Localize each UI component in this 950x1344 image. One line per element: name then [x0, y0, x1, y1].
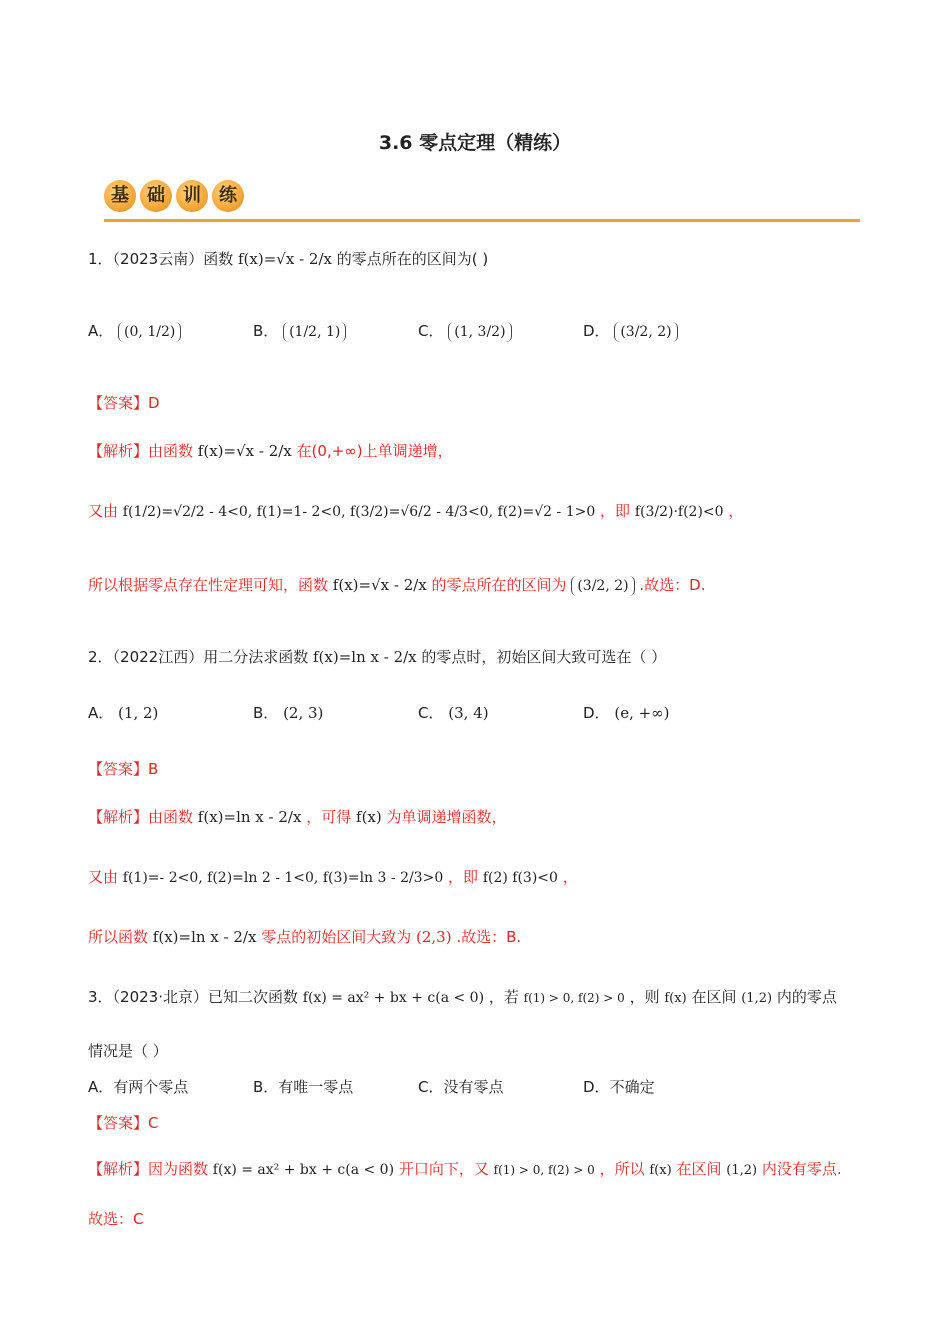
q1-option-c-interval: (1, 3/2): [448, 322, 511, 342]
q2-option-a[interactable]: A． (1, 2): [88, 704, 159, 722]
section-tag-1: 基: [104, 180, 136, 212]
q1-option-a[interactable]: A． (0, 1/2): [88, 320, 181, 342]
section-tag-4: 练: [212, 180, 244, 212]
q2-analysis-line-3: 所以函数 f(x)=ln x - 2/x 零点的初始区间大致为 (2,3) .故选：B.: [88, 928, 522, 946]
q2-answer: 【答案】B: [88, 760, 159, 778]
q2-analysis-product: f(2) f(3)<0: [482, 870, 558, 886]
q3-analysis-line-1: 【解析】因为函数 f(x) = ax² + bx + c(a < 0) 开口向下，又 f(1) > 0, f(2) > 0 ，所以 f(x) 在区间 (1,2) 内没有零点.: [88, 1160, 842, 1178]
q1-function: f(x)=√x - 2/x: [238, 250, 332, 268]
q1-option-d[interactable]: D． (3/2, 2): [583, 320, 678, 342]
q1-option-a-interval: (0, 1/2): [118, 322, 181, 342]
q1-option-c[interactable]: C． (1, 3/2): [418, 320, 512, 342]
q3-function: f(x) = ax² + bx + c(a < 0): [302, 990, 485, 1006]
q2-analysis-function-2: f(x)=ln x - 2/x: [152, 928, 257, 946]
q3-stem-line-2: 情况是（ ）: [88, 1042, 168, 1060]
q3-stem-line: 3．（2023·北京）已知二次函数 f(x) = ax² + bx + c(a < 0) ，若 f(1) > 0, f(2) > 0 ，则 f(x) 在区间 (1,2) 内的零点: [88, 988, 837, 1006]
q3-analysis-fx: f(x): [649, 1163, 672, 1178]
q2-option-b[interactable]: B． (2, 3): [253, 704, 324, 722]
q1-stem: 1．（2023云南）函数: [88, 250, 234, 268]
q3-answer: 【答案】C: [88, 1114, 159, 1132]
q3-analysis-condition: f(1) > 0, f(2) > 0: [493, 1163, 595, 1177]
q1-answer: 【答案】D: [88, 394, 160, 412]
q1-analysis-line-3: 所以根据零点存在性定理可知，函数 f(x)=√x - 2/x 的零点所在的区间为 (3/2, 2) .故选：D.: [88, 576, 706, 594]
q3-option-c[interactable]: C．没有零点: [418, 1078, 504, 1096]
q1-analysis-interval: (3/2, 2): [571, 576, 634, 596]
q1-analysis-line-2: 又由 f(1/2)=√2/2 - 4<0, f(1)=1- 2<0, f(3/2)=√6/2 - 4/3<0, f(2)=√2 - 1>0 ，即 f(3/2)·f(2)<0 ，: [88, 502, 744, 520]
q2-function: f(x)=ln x - 2/x: [313, 648, 417, 666]
q1-analysis-line-1: 【解析】由函数 f(x)=√x - 2/x 在(0,+∞)上单调递增，: [88, 442, 453, 460]
q1-option-d-interval: (3/2, 2): [614, 322, 677, 342]
q3-analysis-function: f(x) = ax² + bx + c(a < 0): [212, 1162, 395, 1178]
q2-option-d-interval: (e, +∞): [614, 704, 670, 722]
q2-option-c-interval: (3, 4): [448, 704, 489, 722]
q3-option-b[interactable]: B．有唯一零点: [253, 1078, 354, 1096]
q2-option-d[interactable]: D． (e, +∞): [583, 704, 670, 722]
q3-interval: (1,2): [741, 991, 773, 1006]
q3-condition: f(1) > 0, f(2) > 0: [523, 991, 625, 1005]
q1-stem-tail: 的零点所在的区间为( ): [336, 250, 489, 268]
section-divider: [104, 219, 860, 222]
q3-analysis-interval: (1,2): [726, 1163, 758, 1178]
q1-option-b[interactable]: B． (1/2, 1): [253, 320, 346, 342]
q2-analysis-function: f(x)=ln x - 2/x: [197, 808, 302, 826]
q3-stem: 3．（2023·北京）已知二次函数: [88, 988, 298, 1006]
q1-analysis-product: f(3/2)·f(2)<0: [634, 504, 724, 520]
q3-conclusion: 故选：C: [88, 1210, 144, 1228]
q3-option-d[interactable]: D．不确定: [583, 1078, 655, 1096]
section-banner: [104, 180, 248, 212]
q1-analysis-function: f(x)=√x - 2/x: [197, 442, 292, 460]
section-tag-2: 础: [140, 180, 172, 212]
q2-option-c[interactable]: C． (3, 4): [418, 704, 489, 722]
q2-stem-tail: 的零点时，初始区间大致可选在（ ）: [421, 648, 667, 666]
q2-analysis-fx: f(x): [356, 808, 382, 826]
page-title: 3.6 零点定理（精练）: [378, 132, 572, 154]
q1-analysis-values: f(1/2)=√2/2 - 4<0, f(1)=1- 2<0, f(3/2)=√6/2 - 4/3<0, f(2)=√2 - 1>0: [122, 504, 596, 520]
q2-analysis-interval: (2,3): [416, 928, 452, 946]
q2-option-b-interval: (2, 3): [283, 704, 324, 722]
q1-analysis-function-2: f(x)=√x - 2/x: [332, 576, 427, 594]
section-tag-3: 训: [176, 180, 208, 212]
q2-option-a-interval: (1, 2): [118, 704, 159, 722]
q2-analysis-line-1: 【解析】由函数 f(x)=ln x - 2/x ，可得 f(x) 为单调递增函数，: [88, 808, 507, 826]
q3-option-a[interactable]: A．有两个零点: [88, 1078, 189, 1096]
q2-stem-line: [88, 646, 666, 667]
q1-option-b-interval: (1/2, 1): [283, 322, 346, 342]
q2-analysis-line-2: 又由 f(1)=- 2<0, f(2)=ln 2 - 1<0, f(3)=ln 3 - 2/3>0 ，即 f(2) f(3)<0 ，: [88, 868, 578, 886]
q1-stem-line: [88, 248, 488, 269]
q2-stem: 2．（2022江西）用二分法求函数: [88, 648, 309, 666]
q3-fx: f(x): [664, 991, 687, 1006]
q2-analysis-values: f(1)=- 2<0, f(2)=ln 2 - 1<0, f(3)=ln 3 - 2/3>0: [122, 870, 444, 886]
